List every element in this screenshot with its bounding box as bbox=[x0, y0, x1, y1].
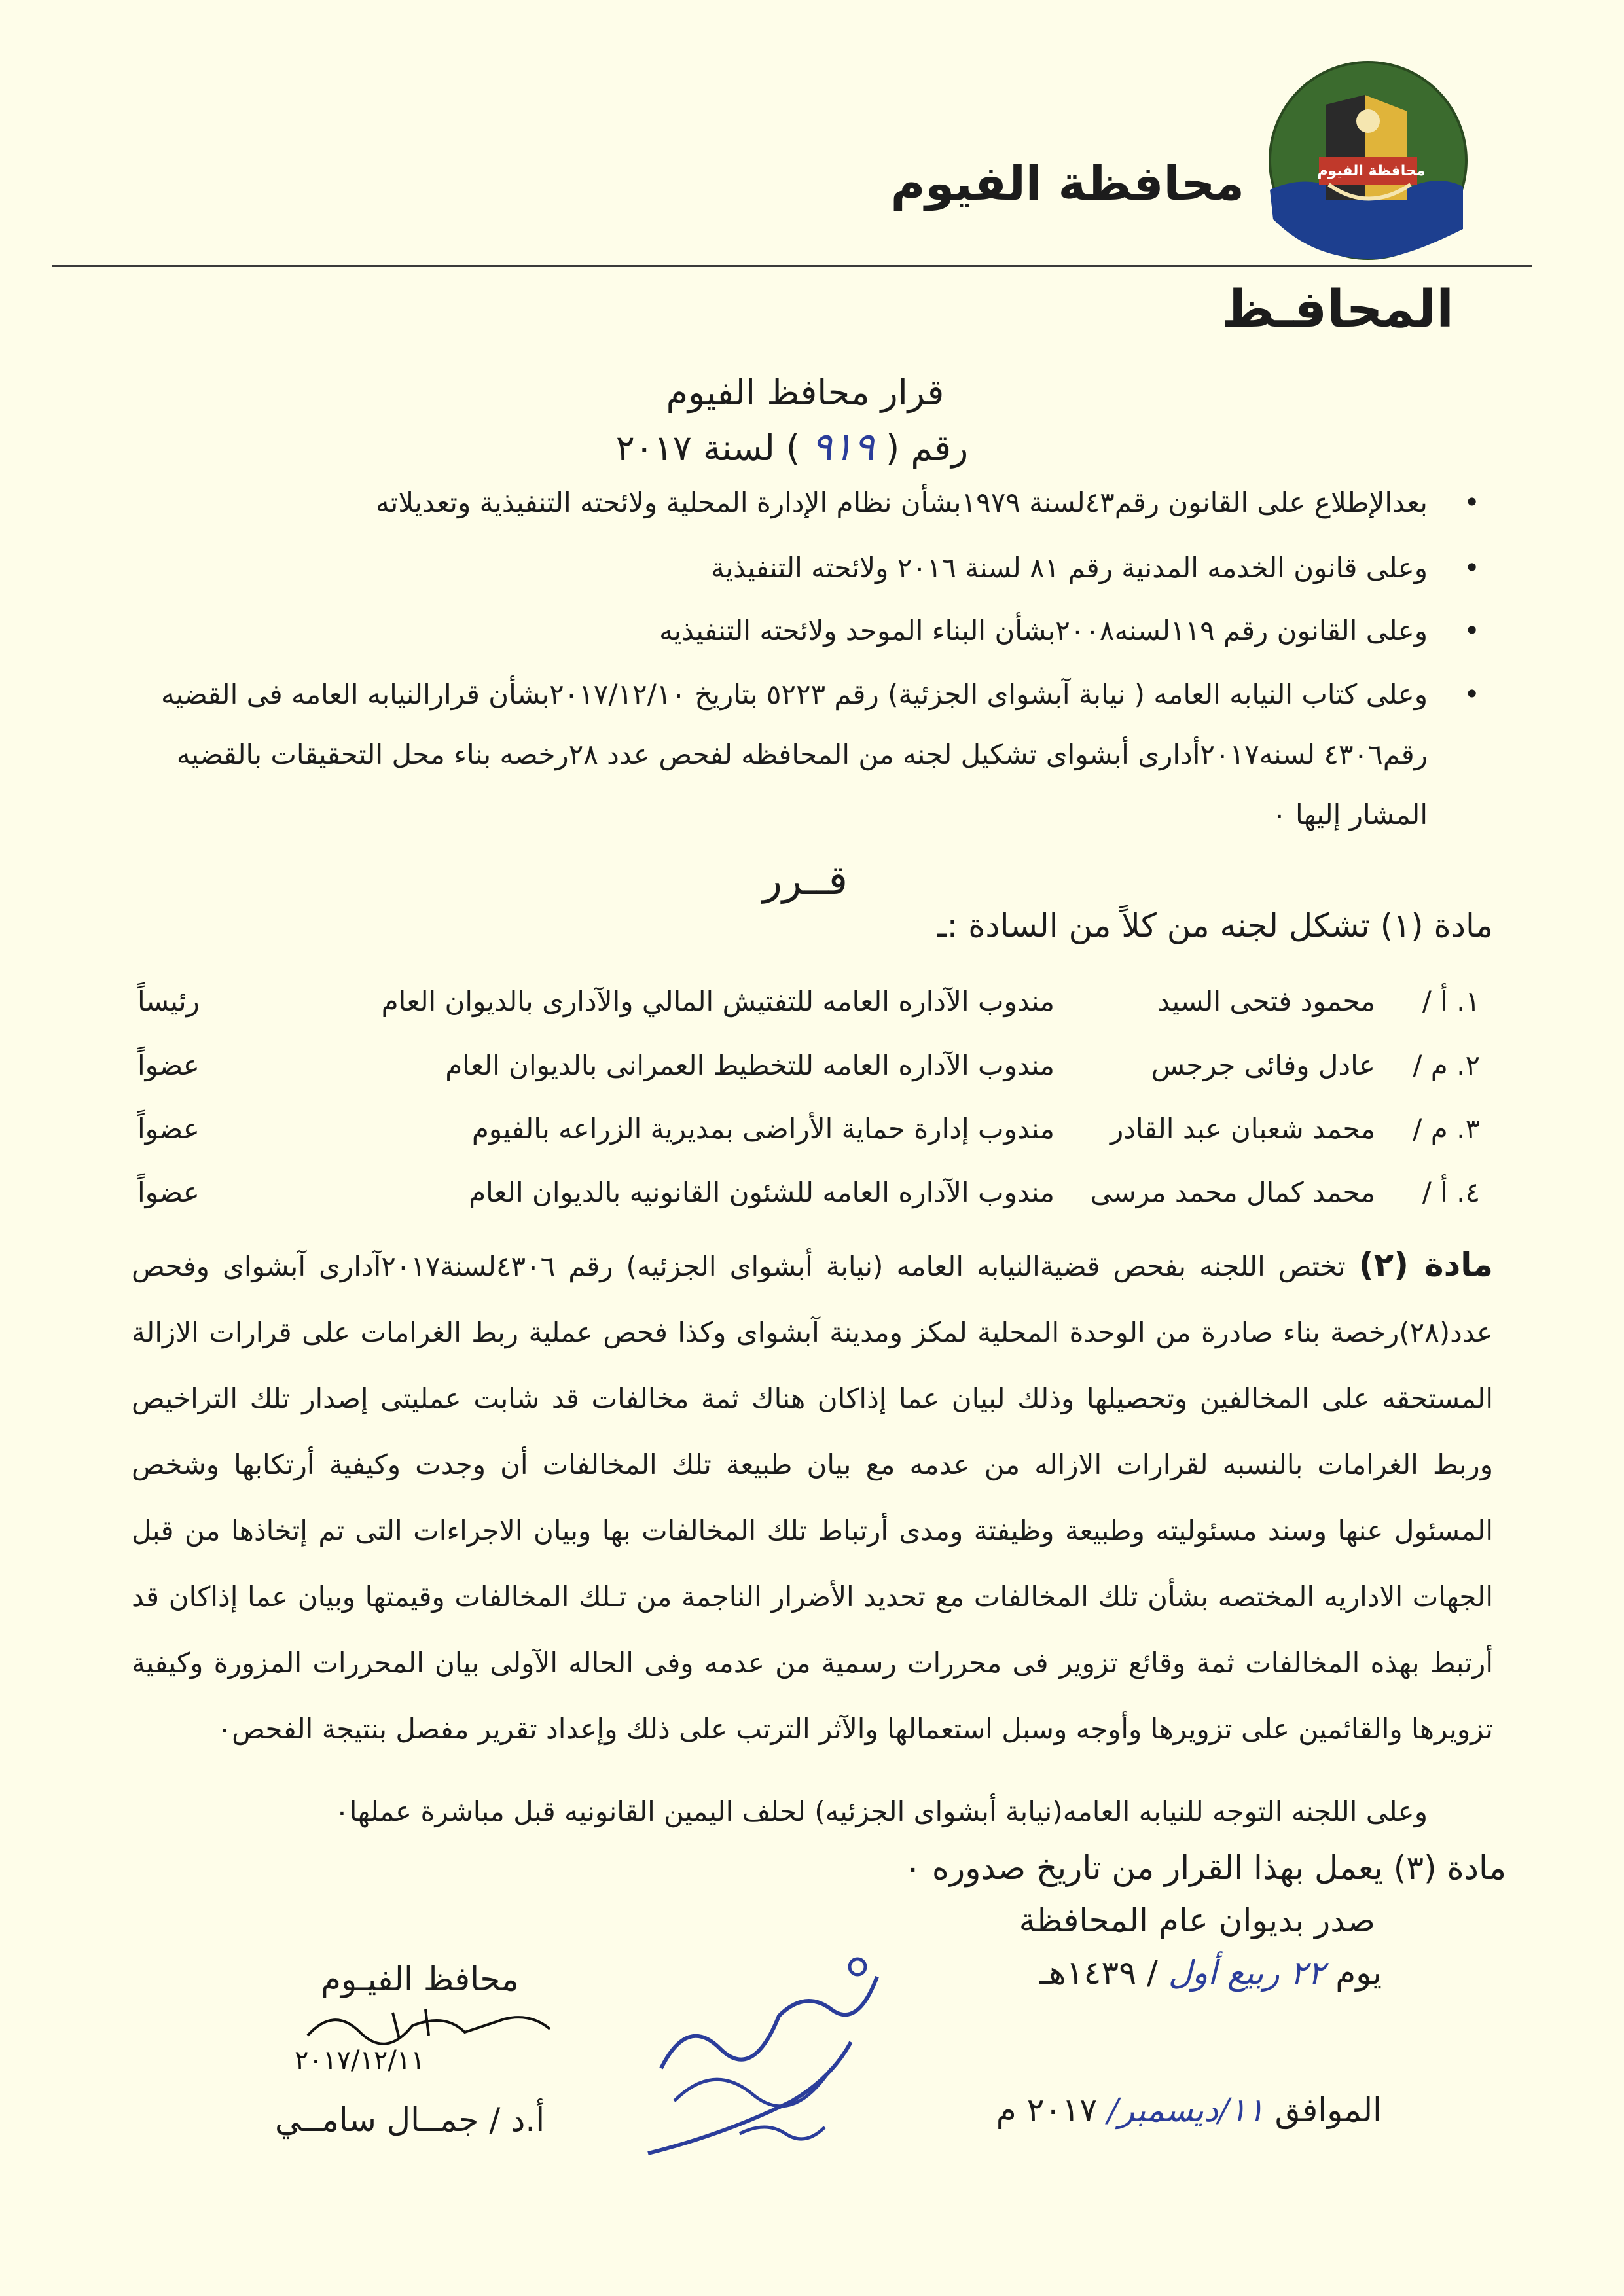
preamble-item: • بعدالإطلاع على القانون رقم٤٣لسنة ١٩٧٩بشأن نظام الإدارة المحلية ولائحته التنفيذية وتعديلاته bbox=[92, 473, 1428, 533]
member-number: ٢. م / bbox=[1413, 1049, 1480, 1081]
member-department: مندوب الآداره العامه للتفتيش المالي والآدارى بالديوان العام bbox=[381, 985, 1055, 1017]
gregorian-prefix: الموافق bbox=[1274, 2091, 1382, 2129]
decision-title: قرار محافظ الفيوم bbox=[666, 372, 945, 413]
member-row bbox=[0, 985, 1624, 1037]
preamble-item: • وعلى كتاب النيابه العامه ( نيابة آبشواى الجزئية) رقم ٥٢٢٣ بتاريخ ٢٠١٧/١٢/١٠بشأن قرارالنيابه العامه فى القضيه رقم٤٣٠٦ لسنه٢٠١٧أدارى أبشواى تشكيل لجنه من المحافظه لفحص عدد ٢٨رخصه بناء محل التحقيقات بالقضيه المشار إليها ٠ bbox=[92, 664, 1428, 845]
article-3: مادة (٣) يعمل بهذا القرار من تاريخ صدوره ٠ bbox=[904, 1849, 1506, 1887]
article-2-label: مادة (٢) bbox=[1358, 1246, 1493, 1283]
member-row bbox=[0, 1176, 1624, 1229]
article-2-extra: وعلى اللجنه التوجه للنيابه العامه(نيابة أبشواى الجزئيه) لحلف اليمين القانونيه قبل مباشرة عملها٠ bbox=[334, 1795, 1428, 1827]
preamble-item: • وعلى قانون الخدمه المدنية رقم ٨١ لسنة ٢٠١٦ ولائحته التنفيذية bbox=[92, 538, 1428, 598]
preamble-item: • وعلى القانون رقم ١١٩لسنه٢٠٠٨بشأن البناء الموحد ولائحته التنفيذيه bbox=[92, 601, 1428, 661]
handwritten-signature bbox=[635, 1937, 897, 2173]
hijri-prefix: يوم bbox=[1335, 1954, 1382, 1992]
member-number: ١. أ / bbox=[1422, 985, 1480, 1017]
header-divider bbox=[52, 265, 1532, 267]
governor-name: أ.د / جمــال سامــي bbox=[275, 2101, 545, 2139]
gregorian-year: ٢٠١٧ م bbox=[996, 2091, 1098, 2129]
hijri-date bbox=[1039, 1954, 1382, 1992]
article-2 bbox=[132, 1232, 1493, 1762]
member-name: عادل وفائى جرجس bbox=[1151, 1049, 1375, 1081]
hijri-handwritten: ٢٢ ربيع أول bbox=[1168, 1954, 1326, 1992]
governorate-name: محافظة الفيوم bbox=[890, 156, 1244, 211]
member-row bbox=[0, 1113, 1624, 1165]
member-department: مندوب الآداره العامه للتخطيط العمرانى بالديوان العام bbox=[445, 1049, 1055, 1081]
gregorian-date bbox=[996, 2091, 1382, 2129]
member-name: محمود فتحى السيد bbox=[1157, 985, 1375, 1017]
member-role: عضواً bbox=[137, 1049, 200, 1081]
decision-number-prefix: رقم ( bbox=[886, 427, 969, 469]
member-name: محمد شعبان عبد القادر bbox=[1110, 1113, 1375, 1145]
governor-initials-scribble bbox=[295, 2000, 569, 2052]
gregorian-handwritten: ١١/ديسمبر/ bbox=[1107, 2091, 1265, 2129]
decides-heading: قــرر bbox=[762, 856, 848, 904]
issued-line: صدر بديوان عام المحافظة bbox=[1019, 1901, 1375, 1939]
signature-title: محافظ الفيـوم bbox=[321, 1960, 519, 1998]
decision-number-handwritten: ٩١٩ bbox=[811, 424, 875, 470]
fayoum-governorate-logo bbox=[1267, 59, 1470, 262]
member-number: ٣. م / bbox=[1413, 1113, 1480, 1145]
decision-number-suffix: ) لسنة ٢٠١٧ bbox=[615, 427, 801, 469]
governor-heading: المحافـظ bbox=[1221, 280, 1454, 339]
member-department: مندوب إدارة حماية الأراضى بمديرية الزراعه بالفيوم bbox=[471, 1113, 1055, 1145]
decision-number bbox=[550, 424, 1034, 470]
logo-text: محافظة الفيوم bbox=[1317, 163, 1426, 179]
member-role: عضواً bbox=[137, 1176, 200, 1208]
article-2-text: تختص اللجنه بفحص قضيةالنيابه العامه (نيابة أبشواى الجزئيه) رقم ٤٣٠٦لسنة٢٠١٧آدارى آبشواى وفحص عدد(٢٨)رخصة بناء صادرة من الوحدة المحلية لمكز ومدينة آبشواى وكذا فحص عملية ربط الغرامات على قرارات الازالة المستحقه على المخالفين وتحصيلها وذلك لبيان عما إذاكان هناك ثمة مخالفات قد شابت عمليتى إصدار تلك التراخيص وربط الغرامات بالنسبه لقرارات الازاله من عدمه مع بيان طبيعة تلك المخالفات أن وجدت وكيفية أرتكابها وشخص المسئول عنها وسند مسئوليته وطبيعة وظيفتة ومدى أرتباط تلك المخالفات بها وبيان الاجراءات التى تم إتخاذها من قبل الجهات الاداريه المختصه بشأن تلك المخالفات مع تحديد الأضرار الناجمة من تـلك المخالفات وقيمتها وبيان عما إذاكان قد أرتبط بهذه المخالفات ثمة وقائع تزوير فى محررات رسمية من عدمه وفى الحاله الآولى بيان المحررات المزورة وكيفية تزويرها والقائمين على تزويرها وأوجه وسبل استعمالها والآثر الترتب على ذلك وإعداد تقرير مفصل بنتيجة الفحص٠ bbox=[132, 1250, 1493, 1745]
member-role: رئيساً bbox=[137, 985, 200, 1017]
member-row bbox=[0, 1049, 1624, 1102]
member-name: محمد كمال محمد مرسى bbox=[1090, 1176, 1375, 1208]
member-number: ٤. أ / bbox=[1422, 1176, 1480, 1208]
hijri-year: / ١٤٣٩هـ bbox=[1039, 1954, 1158, 1992]
member-department: مندوب الآداره العامه للشئون القانونيه بالديوان العام bbox=[469, 1176, 1055, 1208]
member-role: عضواً bbox=[137, 1113, 200, 1145]
article-1-label: مادة (١) تشكل لجنه من كلاً من السادة :ـ bbox=[937, 906, 1493, 944]
signature-handwritten-date: ٢٠١٧/١٢/١١ bbox=[295, 2045, 425, 2075]
